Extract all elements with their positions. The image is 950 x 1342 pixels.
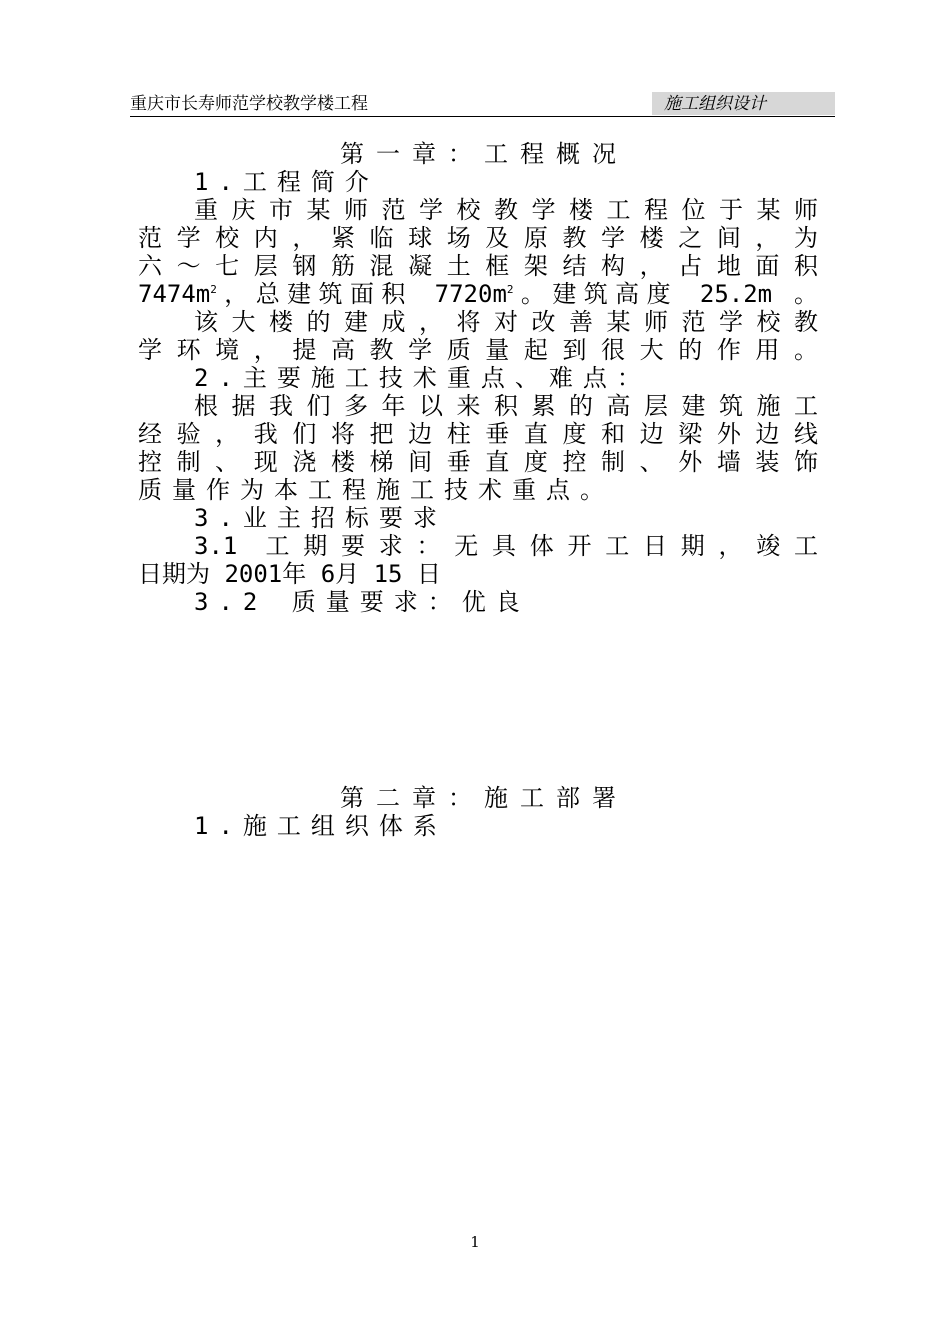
section1-paragraph2-line2: 学环境，提高教学质量起到很大的作用。 [138, 336, 818, 364]
section1-title: 1.工程简介 [194, 168, 379, 196]
page-header [130, 92, 835, 117]
building-height: 。建筑高度 25.2m 。 [513, 280, 818, 308]
header-project-title: 重庆市长寿师范学校教学楼工程 [130, 94, 368, 114]
superscript-2: 2 [506, 283, 514, 296]
section2-line2: 经验，我们将把边柱垂直度和边梁外边线 [138, 420, 818, 448]
section3-1-line1: 3.1 工期要求：无具体开工日期，竣工 [194, 532, 818, 560]
chapter1-title: 第一章：工程概况 [340, 140, 628, 168]
section1-paragraph2-line1: 该大楼的建成，将对改善某师范学校教 [194, 308, 818, 336]
section3-1-line2: 日期为 2001年 6月 15 日 [138, 560, 441, 588]
section1-paragraph1-line4 [138, 280, 818, 308]
page-number: 1 [470, 1233, 480, 1251]
section1-paragraph1-line1: 重庆市某师范学校教学楼工程位于某师 [194, 196, 818, 224]
section2-line4: 质量作为本工程施工技术重点。 [138, 476, 614, 504]
section1-paragraph1-line2: 范学校内，紧临球场及原教学楼之间，为 [138, 224, 818, 252]
section2-line1: 根据我们多年以来积累的高层建筑施工 [194, 392, 818, 420]
section3-2: 3.2 质量要求：优良 [194, 588, 530, 616]
section1-paragraph1-line3: 六～七层钢筋混凝土框架结构，占地面积 [138, 252, 818, 280]
chapter2-title: 第二章：施工部署 [340, 784, 628, 812]
section3-title: 3.业主招标要求 [194, 504, 447, 532]
document-body [138, 140, 818, 840]
chapter2-section1-title: 1.施工组织体系 [194, 812, 447, 840]
superscript-2: 2 [210, 283, 217, 296]
header-document-type: 施工组织设计 [652, 92, 835, 115]
area-value-1: 7474m [138, 280, 211, 308]
area-value-2: ，总建筑面积 7720m [216, 280, 507, 308]
section2-title: 2.主要施工技术重点、难点： [194, 364, 651, 392]
spacer [138, 616, 818, 784]
section2-line3: 控制、现浇楼梯间垂直度控制、外墙装饰 [138, 448, 818, 476]
